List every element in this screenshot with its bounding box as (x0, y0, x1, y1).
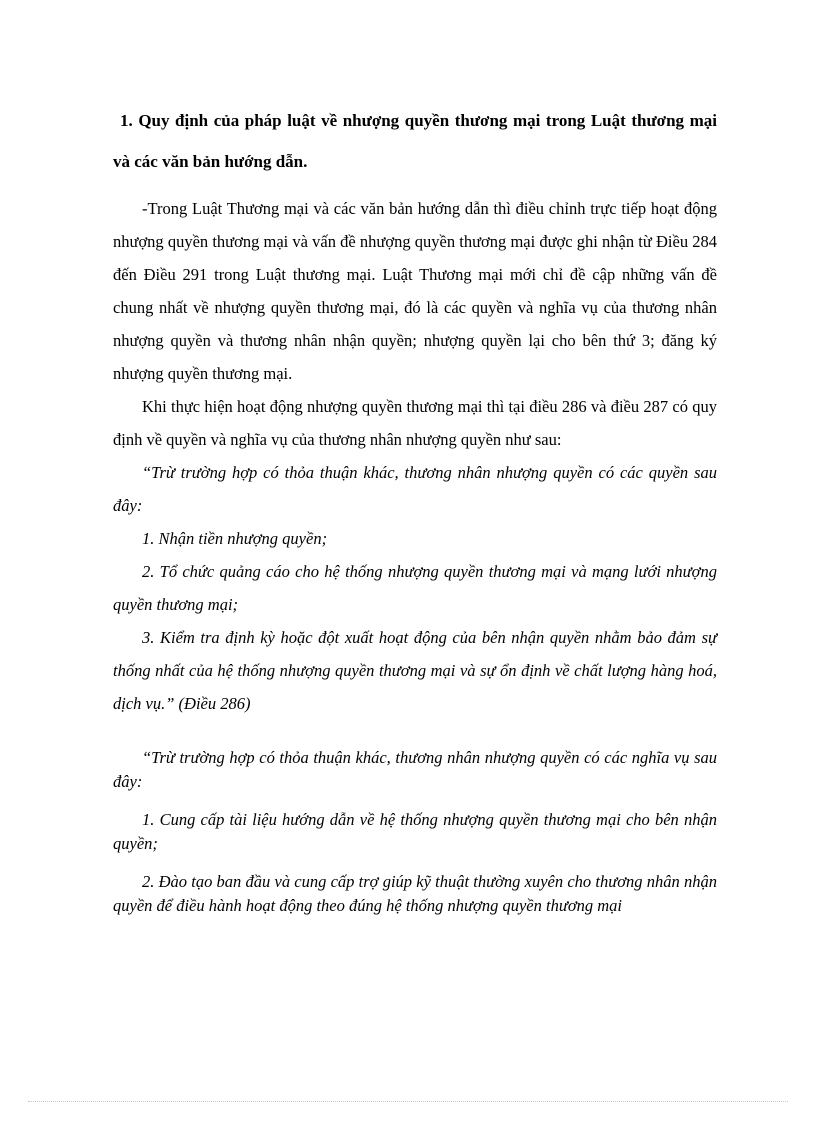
paragraph-intro: -Trong Luật Thương mại và các văn bản hướng dẫn thì điều chỉnh trực tiếp hoạt động nhượng quyền thương mại và vấn đề nhượng quyền thương mại được ghi nhận từ Điều 284 đến Điều 291 trong Luật thương mại. Luật Thương mại mới chỉ đề cập những vấn đề chung nhất về nhượng quyền thương mại, đó là các quyền và nghĩa vụ của thương nhân nhượng quyền và thương nhân nhận quyền; nhượng quyền lại cho bên thứ 3; đăng ký nhượng quyền thương mại. (113, 199, 717, 383)
paragraph-quote-obligations-intro: “Trừ trường hợp có thỏa thuận khác, thương nhân nhượng quyền có các nghĩa vụ sau đây: (113, 748, 717, 791)
document-heading: 1. Quy định của pháp luật về nhượng quyền thương mại trong Luật thương mại và các văn bản hướng dẫn. (113, 111, 717, 171)
paragraph-obligation-1: 1. Cung cấp tài liệu hướng dẫn về hệ thống nhượng quyền thương mại cho bên nhận quyền; (113, 810, 717, 853)
paragraph-right-2: 2. Tổ chức quảng cáo cho hệ thống nhượng quyền thương mại và mạng lưới nhượng quyền thương mại; (113, 562, 717, 614)
page-bottom-dotted-rule (28, 1101, 788, 1102)
paragraph-quote-rights-intro: “Trừ trường hợp có thỏa thuận khác, thương nhân nhượng quyền có các quyền sau đây: (113, 463, 717, 515)
paragraph-right-3-article-286: 3. Kiểm tra định kỳ hoặc đột xuất hoạt động của bên nhận quyền nhằm bảo đảm sự thống nhất của hệ thống nhượng quyền thương mại và sự ổn định về chất lượng hàng hoá, dịch vụ.” (Điều 286) (113, 628, 717, 713)
paragraph-obligation-2: 2. Đào tạo ban đầu và cung cấp trợ giúp kỹ thuật thường xuyên cho thương nhân nhận quyền để điều hành hoạt động theo đúng hệ thống nhượng quyền thương mại (113, 872, 717, 915)
paragraph-right-1: 1. Nhận tiền nhượng quyền; (142, 529, 328, 548)
paragraph-lead-articles-286-287: Khi thực hiện hoạt động nhượng quyền thương mại thì tại điều 286 và điều 287 có quy định về quyền và nghĩa vụ của thương nhân nhượng quyền như sau: (113, 397, 717, 449)
blank-line-separator (113, 720, 717, 746)
